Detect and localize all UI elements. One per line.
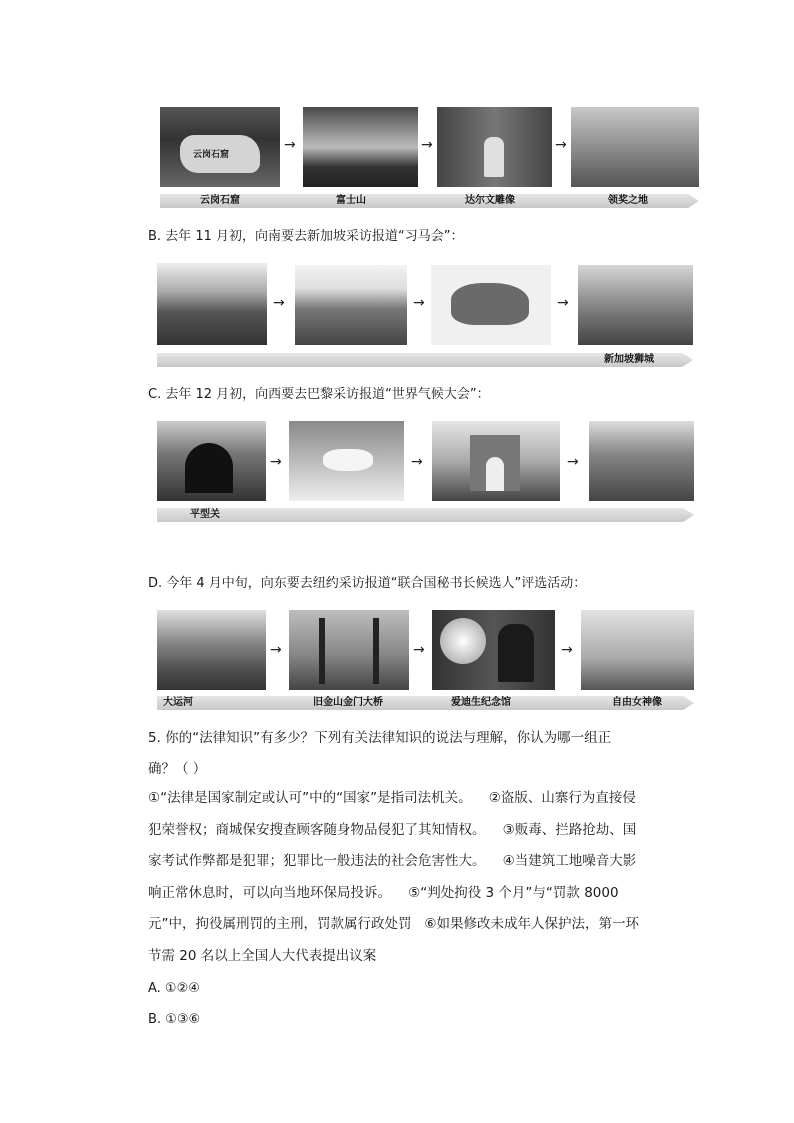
singapore-merlion-photo (578, 265, 693, 345)
golden-gate-bridge-photo (289, 610, 409, 690)
question-5-stem: 5. 你的“法律知识”有多少？下列有关法律知识的说法与理解，你认为哪一组正 (148, 730, 612, 746)
arrow-icon: → (270, 454, 282, 470)
arrow-icon: → (273, 295, 285, 311)
arrow-icon: → (561, 642, 573, 658)
notre-dame-photo (589, 421, 694, 501)
option-c-text: C. 去年 12 月初，向西要去巴黎采访报道“世界气候大会”： (148, 387, 490, 402)
arrow-icon: → (567, 454, 579, 470)
caption: 大运河 (163, 697, 193, 708)
option-d-text: D. 今年 4 月中旬，向东要去纽约采访报道“联合国秘书长候选人”评选活动： (148, 576, 587, 591)
question-5-statements: ①“法律是国家制定或认可”中的“国家”是指司法机关。 ②盗版、山寨行为直接侵犯荣誉权；商城保安搜查顾客随身物品侵犯了其知情权。 ③贩毒、拦路抢劫、国家考试作弊都是犯罪；犯罪比一般违法的社会危害性大。 ④当建筑工地噪音大影响正常休息时，可以向当地环保局投诉。 ⑤“判处拘役 3 个月”与“罚款 8000 元”中，拘役属刑罚的主刑，罚款属行政处罚 ⑥如果修改未成年人保护法，第一环节需 20 名以上全国人大代表提出议案 (148, 790, 639, 964)
arrow-icon: → (421, 137, 433, 153)
statue-of-liberty-photo (581, 610, 694, 690)
pingxing-pass-photo (157, 421, 266, 501)
rhinoceros-photo (431, 265, 551, 345)
edison-memorial-photo (432, 610, 555, 690)
arrow-icon: → (557, 295, 569, 311)
mount-fuji-photo (303, 107, 418, 187)
yungang-grottoes-photo (160, 107, 280, 187)
arrow-icon: → (270, 642, 282, 658)
arrow-icon: → (284, 137, 296, 153)
parthenon-photo (295, 265, 407, 345)
award-venue-photo (571, 107, 699, 187)
polar-bear-photo (289, 421, 404, 501)
potala-palace-photo (157, 263, 267, 345)
caption: 自由女神像 (612, 697, 662, 708)
caption: 达尔文雕像 (465, 195, 515, 206)
caption: 领奖之地 (608, 195, 648, 206)
answer-option-b: B. ①③⑥ (148, 1012, 201, 1027)
option-b-text: B. 去年 11 月初，向南要去新加坡采访报道“习马会”： (148, 229, 464, 244)
caption: 旧金山金门大桥 (313, 697, 383, 708)
arc-de-triomphe-photo (432, 421, 560, 501)
arrow-icon: → (413, 642, 425, 658)
plaque-text: 云岗石窟 (193, 150, 230, 160)
arrow-icon: → (413, 295, 425, 311)
answer-option-a: A. ①②④ (148, 981, 200, 996)
darwin-statue-photo (437, 107, 552, 187)
caption: 云岗石窟 (200, 195, 240, 206)
arrow-icon: → (411, 454, 423, 470)
question-5-stem-cont: 确？（ ） (148, 761, 207, 777)
caption: 平型关 (190, 509, 220, 520)
caption: 爱迪生纪念馆 (451, 697, 511, 708)
arrow-icon: → (555, 137, 567, 153)
caption: 新加坡狮城 (604, 354, 654, 365)
grand-canal-photo (157, 610, 266, 690)
caption: 富士山 (336, 195, 366, 206)
caption-strip (157, 508, 694, 522)
